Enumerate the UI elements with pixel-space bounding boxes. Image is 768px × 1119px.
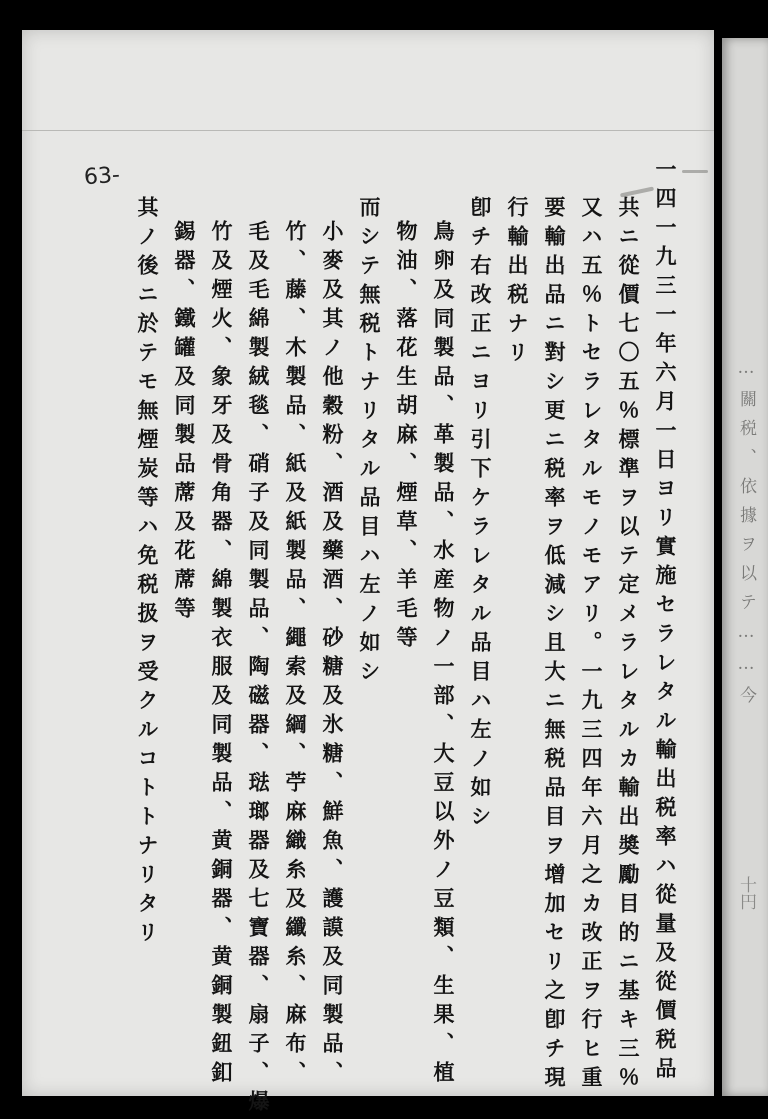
text-column: 共ニ從價七〇五％標準ヲ以テ定メラレタルカ輸出奬勵目的ニ基キ三％ [616,196,641,1095]
fold-line [22,130,714,131]
ink-smudge [682,170,708,173]
text-column: 行輸出税ナリ [505,196,530,370]
strip-mark: 十円 [736,876,756,910]
text-column: 卽チ右改正ニヨリ引下ケラレタル品目ハ左ノ如シ [468,196,493,834]
document-page [22,30,714,1119]
text-column: 毛及毛綿製絨毯、硝子及同製品、陶磁器、琺瑯器及七寶器、扇子、爆 [246,220,271,1119]
text-column: 鳥卵及同製品、革製品、水産物ノ一部、大豆以外ノ豆類、生果、植 [431,220,456,1090]
adjacent-page-strip [722,38,768,1096]
text-column: 竹及煙火、象牙及骨角器、綿製衣服及同製品、黄銅器、黄銅製鈕釦 [209,220,234,1090]
page-number: 63- [83,162,121,191]
text-column: 竹、藤、木製品、紙及紙製品、繩索及綱、苧麻織糸及纖糸、麻布、 [283,220,308,1090]
text-column: 要輸出品ニ對シ更ニ税率ヲ低減シ且大ニ無税品目ヲ增加セリ之卽チ現 [542,196,567,1095]
text-column: 一四一九三一年六月一日ヨリ實施セラレタル輸出税率ハ從量及從價税品 [653,158,678,1086]
strip-text: …關税、依據ヲ以テ……今 [736,358,756,715]
text-column: 而シテ無税トナリタル品目ハ左ノ如シ [357,196,382,689]
text-column: 物油、落花生胡麻、煙草、羊毛等 [394,220,419,655]
text-column: 其ノ後ニ於テモ無煙炭等ハ免税扱ヲ受クルコトトナリタリ [135,196,160,950]
text-column: 又ハ五％トセラレタルモノモアリ。一九三四年六月之カ改正ヲ行ヒ重 [579,196,604,1095]
text-column: 小麥及其ノ他穀粉、酒及藥酒、砂糖及氷糖、鮮魚、護謨及同製品、 [320,220,345,1090]
text-column: 錫器、鐵罐及同製品蓆及花蓆等 [172,220,197,626]
